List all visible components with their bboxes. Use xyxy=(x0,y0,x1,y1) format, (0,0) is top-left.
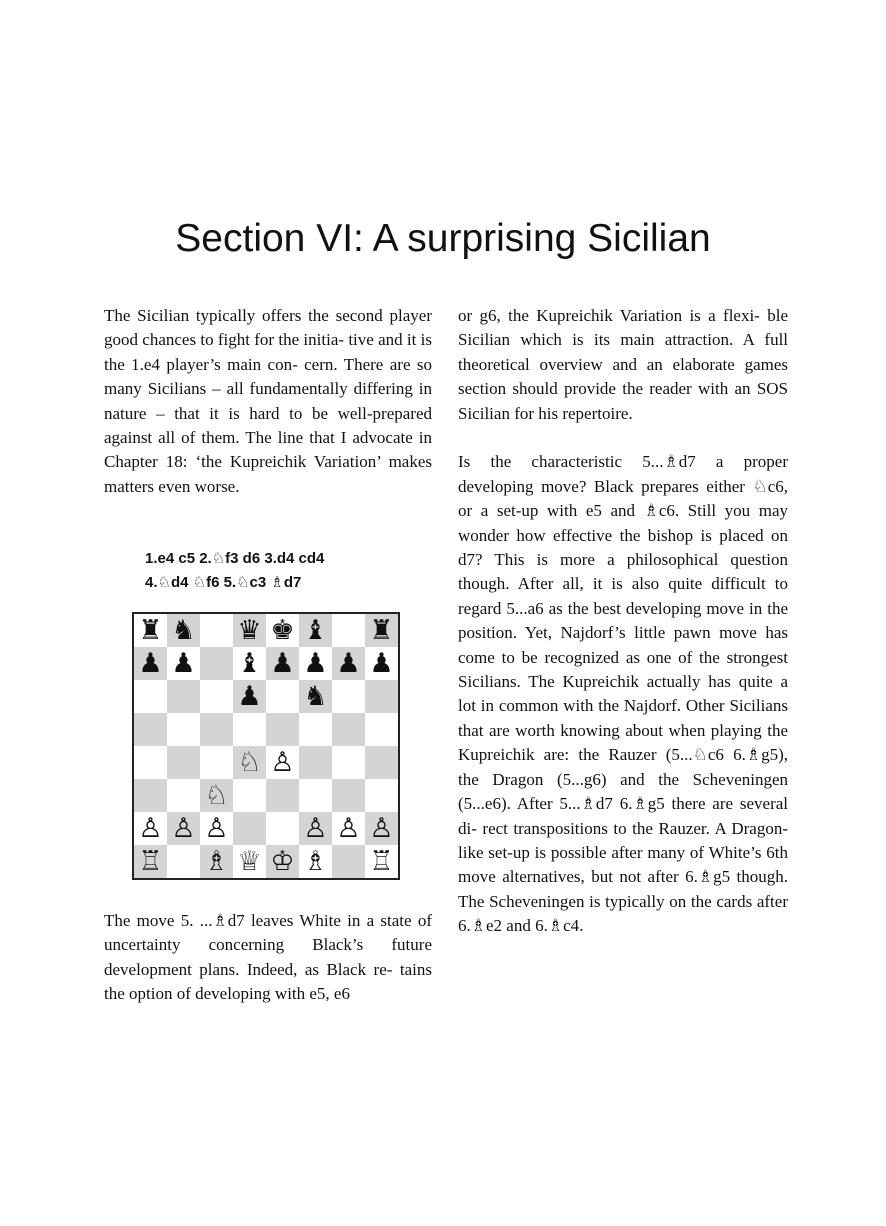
bishop-development-line: is placed on d7? This is more a xyxy=(458,525,789,570)
chess-piece-icon: ♝ xyxy=(303,615,328,646)
square-d7 xyxy=(233,647,266,680)
intro-text xyxy=(104,304,432,499)
section-title: Section VI: A surprising Sicilian xyxy=(175,217,711,260)
bishop-development-line: After 5...♗d7 6.♗g5 there are several di- xyxy=(458,794,788,838)
square-h2 xyxy=(365,812,398,845)
bishop-development-line: Yet, Najdorf’s little pawn move has come xyxy=(458,623,788,667)
square-e4 xyxy=(266,746,299,779)
square-g6 xyxy=(332,680,365,713)
bishop-development-line: the best developing move in the position. xyxy=(458,598,789,643)
intro-line: fundamentally differing in nature – that it xyxy=(104,379,432,423)
bishop-development-line: but not after 6.♗g5 though. xyxy=(591,867,789,887)
bishop-development-line: to be recognized as one of the strongest xyxy=(501,647,789,667)
square-f5 xyxy=(299,713,332,746)
square-e7 xyxy=(266,647,299,680)
chess-piece-icon: ♚ xyxy=(270,615,295,646)
chess-piece-icon: ♗ xyxy=(303,846,328,877)
square-g1 xyxy=(332,845,365,878)
square-g7 xyxy=(332,647,365,680)
chess-piece-icon: ♙ xyxy=(336,813,361,844)
square-g2 xyxy=(332,812,365,845)
square-b7 xyxy=(167,647,200,680)
bishop-development-line: A Dragon-like set-up is possible after xyxy=(458,818,788,862)
square-f2 xyxy=(299,812,332,845)
square-h5 xyxy=(365,713,398,746)
bishop-development-line: many of White’s 6th move alternatives, xyxy=(458,842,788,887)
repertoire-line: full theoretical overview and an elaborate xyxy=(458,330,789,374)
intro-line: cern. There are so many Sicilians – all xyxy=(104,354,432,399)
chess-piece-icon: ♟ xyxy=(303,648,328,679)
intro-line: 18: ‘the Kupreichik Variation’ makes xyxy=(165,452,433,472)
move-sequence xyxy=(145,547,415,595)
square-c4 xyxy=(200,746,233,779)
square-h3 xyxy=(365,779,398,812)
square-g8 xyxy=(332,614,365,647)
square-d4 xyxy=(233,746,266,779)
square-h7 xyxy=(365,647,398,680)
square-b6 xyxy=(167,680,200,713)
square-h1 xyxy=(365,845,398,878)
chess-piece-icon: ♞ xyxy=(171,615,196,646)
move-line-2: 4.♘d4 ♘f6 5.♘c3 ♗d7 xyxy=(145,574,302,591)
chess-piece-icon: ♔ xyxy=(270,846,295,877)
bishop-development-line: (5...g6) and the Scheveningen (5...e6). xyxy=(458,769,789,814)
bishop-development-line: The Scheveningen is typically on the xyxy=(458,891,712,911)
bishop-development-line: cards after 6.♗e2 and 6.♗c4. xyxy=(458,891,788,936)
square-e3 xyxy=(266,779,299,812)
square-d5 xyxy=(233,713,266,746)
square-d6 xyxy=(233,680,266,713)
chess-piece-icon: ♛ xyxy=(237,615,262,646)
repertoire-line: or g6, the Kupreichik Variation is a flexi- xyxy=(458,306,760,325)
intro-line: tive and it is the 1.e4 player’s main con- xyxy=(104,330,433,374)
square-a5 xyxy=(134,713,167,746)
square-f8 xyxy=(299,614,332,647)
square-e5 xyxy=(266,713,299,746)
chess-piece-icon: ♕ xyxy=(237,846,262,877)
square-b8 xyxy=(167,614,200,647)
move-discussion-line: The move 5. ...♗d7 leaves White in a state xyxy=(104,911,412,930)
repertoire-line: with an SOS Sicilian for his repertoire. xyxy=(458,379,789,423)
square-c3 xyxy=(200,779,233,812)
move-discussion-line: development plans. Indeed, as Black re- xyxy=(104,959,393,979)
chess-board-diagram xyxy=(132,612,400,880)
chess-piece-icon: ♙ xyxy=(171,813,196,844)
intro-line: them. The line that I advocate in Chapter xyxy=(104,428,433,472)
square-c8 xyxy=(200,614,233,647)
repertoire-line: ble Sicilian which is its main attraction. A xyxy=(458,306,788,350)
move-discussion-text xyxy=(104,909,432,1007)
bishop-development-line: quite a lot in common with the Najdorf. xyxy=(458,672,788,716)
square-h4 xyxy=(365,746,398,779)
square-d2 xyxy=(233,812,266,845)
chess-piece-icon: ♜ xyxy=(138,615,163,646)
move-discussion-paragraph xyxy=(104,909,432,1007)
square-a7 xyxy=(134,647,167,680)
square-c7 xyxy=(200,647,233,680)
square-d3 xyxy=(233,779,266,812)
square-e1 xyxy=(266,845,299,878)
square-b3 xyxy=(167,779,200,812)
chess-piece-icon: ♙ xyxy=(138,813,163,844)
chess-piece-icon: ♖ xyxy=(369,846,394,877)
square-a8 xyxy=(134,614,167,647)
repertoire-paragraph xyxy=(458,304,788,426)
bishop-development-paragraph xyxy=(458,450,788,938)
square-b5 xyxy=(167,713,200,746)
bishop-development-line: the Rauzer (5...♘c6 6.♗g5), the Dragon xyxy=(458,745,789,789)
square-a6 xyxy=(134,680,167,713)
square-c1 xyxy=(200,845,233,878)
chess-piece-icon: ♟ xyxy=(237,681,262,712)
square-f6 xyxy=(299,680,332,713)
bishop-development-line: Other Sicilians that are worth knowing xyxy=(458,696,789,740)
square-b4 xyxy=(167,746,200,779)
intro-line: matters even worse. xyxy=(104,476,240,496)
chess-piece-icon: ♟ xyxy=(270,648,295,679)
chess-piece-icon: ♝ xyxy=(237,648,262,679)
bishop-development-line: you may wonder how effective the bishop xyxy=(458,501,788,545)
chess-piece-icon: ♞ xyxy=(303,681,328,712)
chess-piece-icon: ♟ xyxy=(336,648,361,679)
square-a1 xyxy=(134,845,167,878)
chess-piece-icon: ♙ xyxy=(303,813,328,844)
square-a3 xyxy=(134,779,167,812)
chess-piece-icon: ♟ xyxy=(369,648,394,679)
intro-line: player good chances to fight for the initia- xyxy=(104,306,433,350)
square-c2 xyxy=(200,812,233,845)
intro-line: The Sicilian typically offers the second xyxy=(104,306,383,325)
square-f7 xyxy=(299,647,332,680)
chess-piece-icon: ♖ xyxy=(138,846,163,877)
chess-piece-icon: ♗ xyxy=(204,846,229,877)
intro-line: is hard to be well-prepared against all of xyxy=(104,403,432,448)
move-discussion-line: of uncertainty concerning Black’s future xyxy=(104,911,432,955)
square-f4 xyxy=(299,746,332,779)
square-h6 xyxy=(365,680,398,713)
chess-piece-icon: ♟ xyxy=(171,648,196,679)
square-c5 xyxy=(200,713,233,746)
intro-paragraph xyxy=(104,304,432,499)
square-c6 xyxy=(200,680,233,713)
chess-piece-icon: ♘ xyxy=(237,747,262,778)
move-line-1: 1.e4 c5 2.♘f3 d6 3.d4 cd4 xyxy=(145,550,325,567)
square-g5 xyxy=(332,713,365,746)
square-d1 xyxy=(233,845,266,878)
chess-piece-icon: ♙ xyxy=(204,813,229,844)
square-e8 xyxy=(266,614,299,647)
chess-piece-icon: ♙ xyxy=(270,747,295,778)
square-e6 xyxy=(266,680,299,713)
bishop-development-line: philosophical question though. After all, xyxy=(458,550,788,594)
move-discussion-line: tains the option of developing with e5, e6 xyxy=(104,959,433,1004)
square-h8 xyxy=(365,614,398,647)
square-e2 xyxy=(266,812,299,845)
chess-piece-icon: ♜ xyxy=(369,615,394,646)
bishop-development-line: rect transpositions to the Rauzer. xyxy=(482,818,710,838)
square-a4 xyxy=(134,746,167,779)
bishop-development-line: Is the characteristic 5...♗d7 a proper xyxy=(458,452,788,472)
square-b1 xyxy=(167,845,200,878)
bishop-development-line: developing move? Black prepares either xyxy=(458,476,745,496)
right-column xyxy=(458,304,788,939)
square-g3 xyxy=(332,779,365,812)
bishop-development-line: it is also quite difficult to regard 5...a6 as xyxy=(458,574,788,618)
square-d8 xyxy=(233,614,266,647)
bishop-development-line: Sicilians. The Kupreichik actually has xyxy=(458,672,731,692)
bishop-development-line: about when playing the Kupreichik are: xyxy=(458,720,789,765)
repertoire-line: games section should provide the reader xyxy=(458,354,789,399)
square-f3 xyxy=(299,779,332,812)
square-a2 xyxy=(134,812,167,845)
chess-piece-icon: ♟ xyxy=(138,648,163,679)
bishop-development-line: ♘c6, or a set-up with e5 and ♗c6. Still xyxy=(458,476,789,521)
square-f1 xyxy=(299,845,332,878)
square-b2 xyxy=(167,812,200,845)
chess-piece-icon: ♙ xyxy=(369,813,394,844)
square-g4 xyxy=(332,746,365,779)
chess-piece-icon: ♘ xyxy=(204,780,229,811)
